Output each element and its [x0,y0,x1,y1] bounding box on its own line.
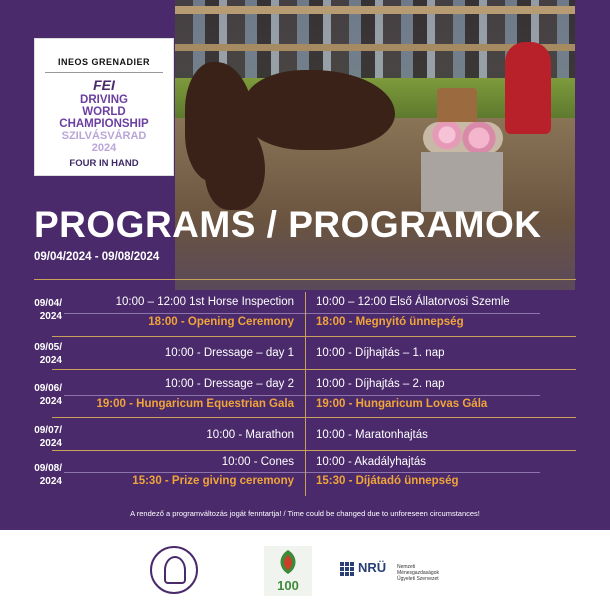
nru-logo: NRÜ [358,560,387,575]
event-hu: 10:00 - Díjhajtás – 1. nap [316,347,445,359]
event-en-highlight: 18:00 - Opening Ceremony [148,316,294,328]
day-date-year: 2024 [39,396,62,407]
page-title: PROGRAMS / PROGRAMOK [34,204,542,245]
sponsor-logo: INEOS GRENADIER [57,57,150,67]
event-en: 10:00 - Dressage – day 2 [164,378,294,390]
logo-divider [45,72,163,73]
day-date-year: 2024 [39,438,62,449]
event-hu: 10:00 - Maratonhajtás [316,429,428,441]
day-date [12,424,62,450]
disclaimer-note: A rendező a programváltozás jogát fenntartja! / Time could be changed due to unforeseen circumstances! [130,509,480,518]
day-date-year: 2024 [39,476,62,487]
carriage-driver [505,42,551,134]
event-en: 10:00 - Cones [221,456,294,468]
day-date [12,382,62,408]
day-date-month: 09/07/ [34,425,62,436]
nru-subtitle: Nemzeti Ménesgazdaságok Ügyeleti Szervezet [397,564,439,582]
day-divider [52,450,576,451]
day-date-month: 09/06/ [34,383,62,394]
event-hu-highlight: 19:00 - Hungaricum Lovas Gála [316,398,488,410]
championship-line: DRIVING [80,94,128,106]
event-hu-highlight: 15:30 - Díjátadó ünnepség [316,475,459,487]
flower-arrangement [423,122,503,154]
partner-footer [0,530,610,610]
event-en: 10:00 - Marathon [206,429,294,441]
event-en: 10:00 – 12:00 1st Horse Inspection [115,296,294,308]
championship-line: WORLD [82,106,126,118]
badge-number: 100 [277,578,299,593]
day-divider [52,369,576,370]
day-date-month: 09/08/ [34,463,62,474]
crest-logo-icon [150,546,198,594]
event-logo [34,38,174,176]
day-date [12,341,62,367]
event-year: 2024 [91,142,117,154]
venue-year [35,130,173,154]
carriage-driving-photo [175,0,575,290]
event-en: 10:00 - Dressage – day 1 [164,347,294,359]
day-date-year: 2024 [39,355,62,366]
event-en-highlight: 19:00 - Hungaricum Equestrian Gala [96,398,294,410]
date-range: 09/04/2024 - 09/08/2024 [34,251,160,263]
language-divider [305,292,306,496]
anniversary-100-badge [264,546,312,596]
event-divider [64,313,540,314]
event-hu-highlight: 18:00 - Megnyitó ünnepség [316,316,464,328]
fei-logo: FEI [93,77,115,93]
day-date [12,462,62,488]
day-date-year: 2024 [39,311,62,322]
fence-rail [175,6,575,14]
event-hu: 10:00 – 12:00 Első Állatorvosi Szemle [316,296,510,308]
championship-name [35,94,173,130]
venue-name: SZILVÁSVÁRAD [61,130,147,142]
day-divider [52,417,576,418]
planter [421,152,503,212]
day-date-month: 09/04/ [34,298,62,309]
grid-logo-icon [340,562,354,576]
event-en-highlight: 15:30 - Prize giving ceremony [132,475,294,487]
championship-line: CHAMPIONSHIP [59,118,149,130]
event-divider [64,472,540,473]
event-category: FOUR IN HAND [69,158,139,169]
day-divider [52,336,576,337]
event-divider [64,395,540,396]
header-divider [34,279,576,280]
event-hu: 10:00 - Akadályhajtás [316,456,426,468]
day-date-month: 09/05/ [34,342,62,353]
event-hu: 10:00 - Díjhajtás – 2. nap [316,378,445,390]
day-date [12,297,62,323]
